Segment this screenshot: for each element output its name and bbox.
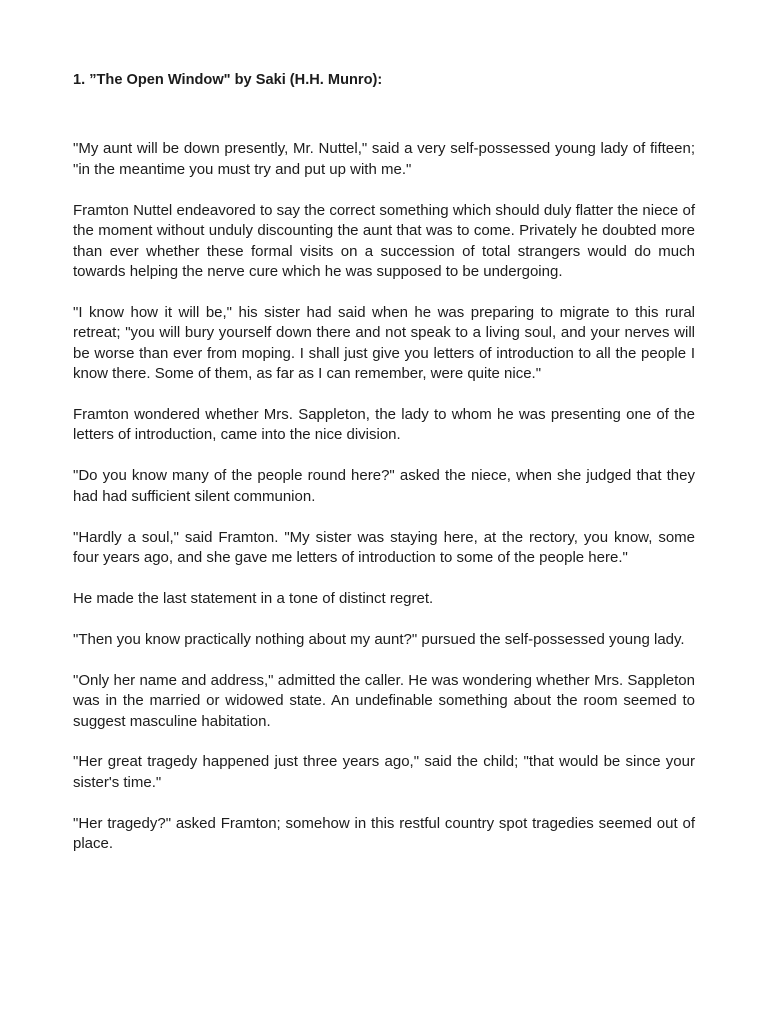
document-heading: 1. ”The Open Window" by Saki (H.H. Munro): [73,72,383,88]
paragraph-11: "Her tragedy?" asked Framton; somehow in this restful country spot tragedies seemed out of place. [73,814,695,853]
paragraph-9: "Only her name and address," admitted the caller. He was wondering whether Mrs. Sappleton was in the married or widowed state. An undefinable something about the room seemed to suggest masculine habitation. [73,671,695,730]
paragraph-8: "Then you know practically nothing about my aunt?" pursued the self-possessed young lady. [73,630,685,648]
paragraph-5: "Do you know many of the people round here?" asked the niece, when she judged that they had had sufficient silent communion. [73,467,695,505]
paragraph-6: "Hardly a soul," said Framton. "My sister was staying here, at the rectory, you know, some four years ago, and she gave me letters of introduction to some of the people here." [73,528,695,566]
paragraph-3: "I know how it will be," his sister had said when he was preparing to migrate to this rural retreat; "you will bury yourself down there and not speak to a living soul, and your nerves will be worse than ever from moping. I shall just give you letters of introduction to all the people I know there. Some of them, as far as I can remember, were quite nice." [73,303,695,383]
paragraph-10: "Her great tragedy happened just three years ago," said the child; "that would be since your sister's time." [73,753,695,791]
paragraph-1: "My aunt will be down presently, Mr. Nuttel," said a very self-possessed young lady of fifteen; "in the meantime you must try and put up with me." [73,140,695,178]
paragraph-7: He made the last statement in a tone of distinct regret. [73,589,434,607]
paragraph-2: Framton Nuttel endeavored to say the correct something which should duly flatter the niece of the moment without unduly discounting the aunt that was to come. Privately he doubted more than ever whether these formal visits on a succession of total strangers would do much towards helping the nerve cure which he was supposed to be undergoing. [73,201,695,280]
document-page [73,70,695,875]
paragraph-4: Framton wondered whether Mrs. Sappleton, the lady to whom he was presenting one of the letters of introduction, came into the nice division. [73,405,695,444]
